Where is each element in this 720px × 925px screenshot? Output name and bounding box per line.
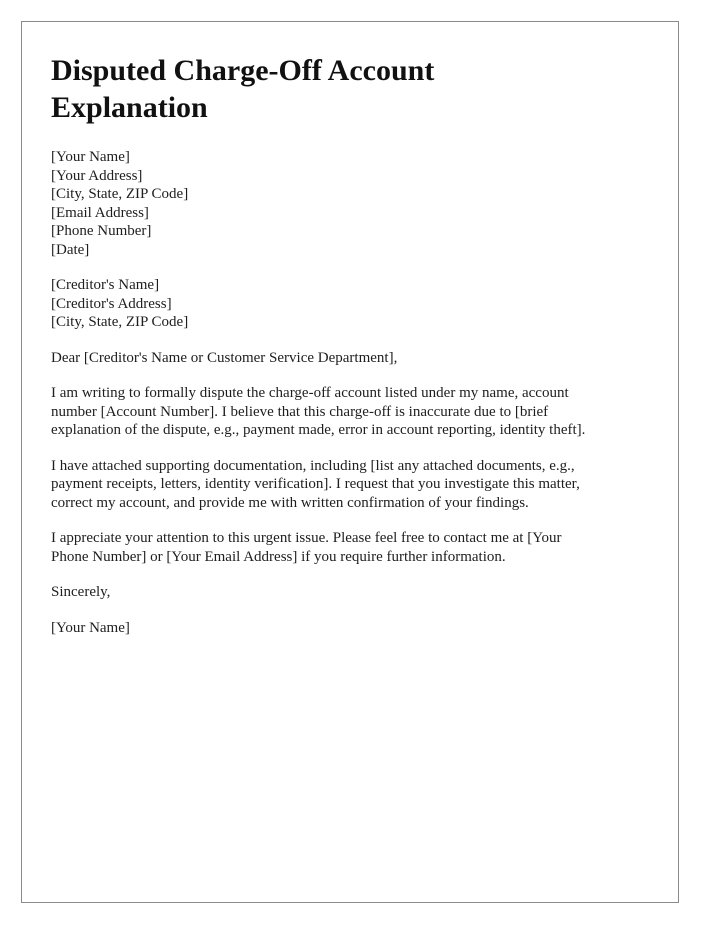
paragraph-line: Phone Number] or [Your Email Address] if you require further information. <box>51 548 506 565</box>
body-paragraph-3 <box>51 529 651 566</box>
recipient-address: [Creditor's Address] <box>51 295 172 312</box>
paragraph-line: I have attached supporting documentation, including [list any attached documents, e.g., <box>51 457 575 474</box>
sender-phone: [Phone Number] <box>51 223 152 239</box>
closing: Sincerely, <box>51 584 111 600</box>
signature-name: [Your Name] <box>51 619 130 636</box>
sender-email: [Email Address] <box>51 204 149 221</box>
recipient-address-block <box>51 276 651 332</box>
body-paragraph-2 <box>51 457 651 513</box>
letter-page <box>21 21 679 903</box>
title-line-2: Explanation <box>51 91 208 124</box>
salutation: Dear [Creditor's Name or Customer Service Department], <box>51 349 398 366</box>
paragraph-line: number [Account Number]. I believe that this charge-off is inaccurate due to [brief <box>51 403 549 420</box>
letter-content <box>51 52 651 637</box>
body-paragraph-1 <box>51 384 651 440</box>
recipient-name: [Creditor's Name] <box>51 277 160 293</box>
letter-title <box>51 52 651 126</box>
paragraph-line: explanation of the dispute, e.g., payment made, error in account reporting, identity theft]. <box>51 422 586 438</box>
sender-date: [Date] <box>51 241 90 258</box>
title-line-1: Disputed Charge-Off Account <box>51 54 435 87</box>
paragraph-line: I am writing to formally dispute the charge-off account listed under my name, account <box>51 385 569 401</box>
paragraph-line: payment receipts, letters, identity verification]. I request that you investigate this matter, <box>51 476 580 492</box>
paragraph-line: I appreciate your attention to this urgent issue. Please feel free to contact me at [Your <box>51 530 562 546</box>
sender-city: [City, State, ZIP Code] <box>51 186 189 202</box>
sender-name: [Your Name] <box>51 149 130 165</box>
recipient-city: [City, State, ZIP Code] <box>51 314 189 330</box>
sender-address-block <box>51 148 651 259</box>
paragraph-line: correct my account, and provide me with written confirmation of your findings. <box>51 494 529 511</box>
sender-address: [Your Address] <box>51 167 143 184</box>
